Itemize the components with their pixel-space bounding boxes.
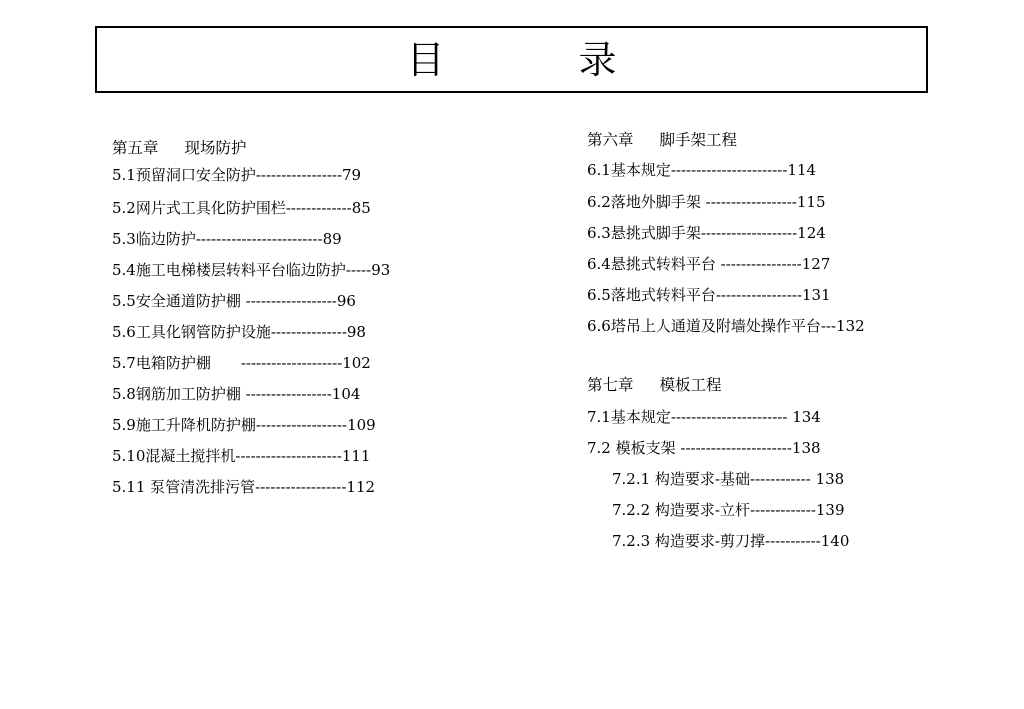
toc-entry-5-10[interactable]: 5.10混凝土搅拌机---------------------111 (112, 447, 371, 465)
title-box (95, 26, 928, 93)
toc-entry-6-5[interactable]: 6.5落地式转料平台-----------------131 (587, 286, 831, 304)
toc-entry-7-1[interactable]: 7.1基本规定----------------------- 134 (587, 408, 821, 426)
chapter-6-heading (587, 130, 737, 150)
toc-entry-6-2[interactable]: 6.2落地外脚手架 ------------------115 (587, 193, 826, 211)
toc-entry-6-6[interactable]: 6.6塔吊上人通道及附墙处操作平台---132 (587, 317, 865, 335)
toc-entry-5-6[interactable]: 5.6工具化钢管防护设施---------------98 (112, 323, 366, 341)
toc-entry-6-1[interactable]: 6.1基本规定-----------------------114 (587, 161, 817, 179)
toc-entry-5-2[interactable]: 5.2网片式工具化防护围栏-------------85 (112, 199, 371, 217)
page-title: 目 录 (406, 38, 665, 82)
chapter-6-name: 脚手架工程 (659, 131, 738, 149)
toc-entry-7-2-3[interactable]: 7.2.3 构造要求-剪刀撑-----------140 (612, 532, 850, 550)
chapter-7-name: 模板工程 (659, 376, 722, 394)
toc-entry-5-9[interactable]: 5.9施工升降机防护棚------------------109 (112, 416, 376, 434)
chapter-6-number: 第六章 (587, 131, 634, 149)
toc-entry-5-5[interactable]: 5.5安全通道防护棚 ------------------96 (112, 292, 356, 310)
toc-entry-5-11[interactable]: 5.11 泵管清洗排污管------------------112 (112, 478, 376, 496)
toc-entry-7-2[interactable]: 7.2 模板支架 ----------------------138 (587, 439, 821, 457)
toc-entry-7-2-1[interactable]: 7.2.1 构造要求-基础------------ 138 (612, 470, 845, 488)
toc-entry-5-1[interactable]: 5.1预留洞口安全防护-----------------79 (112, 166, 362, 184)
chapter-7-heading (587, 375, 722, 395)
chapter-5-number: 第五章 (112, 139, 159, 157)
toc-entry-5-3[interactable]: 5.3临边防护-------------------------89 (112, 230, 342, 248)
chapter-5-name: 现场防护 (184, 139, 247, 157)
chapter-7-number: 第七章 (587, 376, 634, 394)
toc-entry-5-4[interactable]: 5.4施工电梯楼层转料平台临边防护-----93 (112, 261, 391, 279)
toc-entry-7-2-2[interactable]: 7.2.2 构造要求-立杆-------------139 (612, 501, 845, 519)
toc-entry-6-4[interactable]: 6.4悬挑式转料平台 ----------------127 (587, 255, 831, 273)
toc-entry-6-3[interactable]: 6.3悬挑式脚手架-------------------124 (587, 224, 826, 242)
chapter-5-heading (112, 138, 247, 158)
toc-entry-5-8[interactable]: 5.8钢筋加工防护棚 -----------------104 (112, 385, 361, 403)
toc-entry-5-7[interactable]: 5.7电箱防护棚 --------------------102 (112, 354, 371, 372)
